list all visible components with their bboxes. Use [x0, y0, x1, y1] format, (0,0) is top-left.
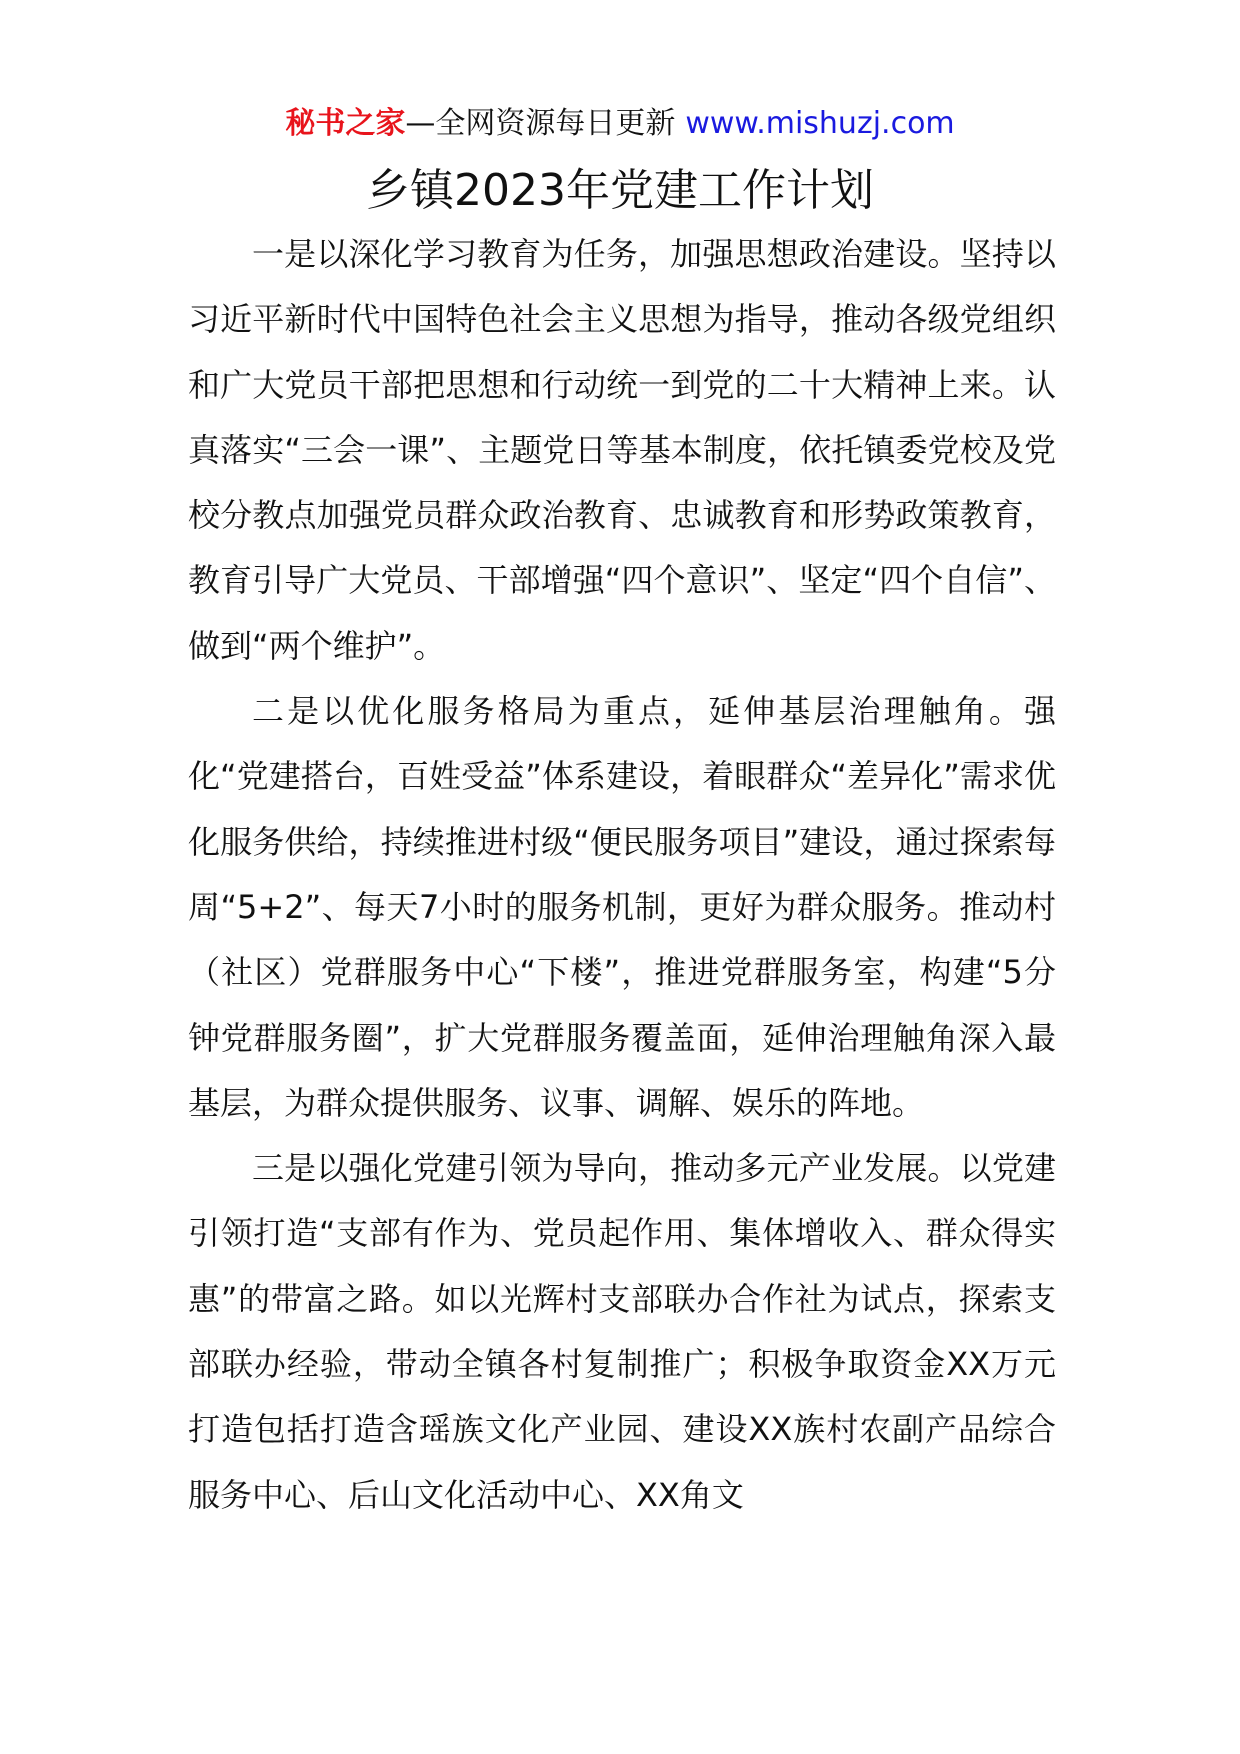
site-url-link[interactable]: www.mishuzj.com	[685, 106, 955, 141]
site-header	[0, 104, 1240, 144]
document-body	[188, 222, 1056, 1528]
paragraph-2: 二是以优化服务格局为重点，延伸基层治理触角。强化“党建搭台，百姓受益”体系建设，着眼群众“差异化”需求优化服务供给，持续推进村级“便民服务项目”建设，通过探索每周“5+2”、每天7小时的服务机制，更好为群众服务。推动村（社区）党群服务中心“下楼”，推进党群服务室，构建“5分钟党群服务圈”，扩大党群服务覆盖面，延伸治理触角深入最基层，为群众提供服务、议事、调解、娱乐的阵地。	[188, 692, 1056, 1122]
paragraph-1: 一是以深化学习教育为任务，加强思想政治建设。坚持以习近平新时代中国特色社会主义思想为指导，推动各级党组织和广大党员干部把思想和行动统一到党的二十大精神上来。认真落实“三会一课”、主题党日等基本制度，依托镇委党校及党校分教点加强党员群众政治教育、忠诚教育和形势政策教育，教育引导广大党员、干部增强“四个意识”、坚定“四个自信”、做到“两个维护”。	[188, 235, 1056, 665]
document-title: 乡镇2023年党建工作计划	[366, 165, 874, 216]
brand-name: 秘书之家	[285, 106, 406, 141]
paragraph-3: 三是以强化党建引领为导向，推动多元产业发展。以党建引领打造“支部有作为、党员起作用、集体增收入、群众得实惠”的带富之路。如以光辉村支部联办合作社为试点，探索支部联办经验，带动全镇各村复制推广；积极争取资金XX万元打造包括打造含瑶族文化产业园、建设XX族村农副产品综合服务中心、后山文化活动中心、XX角文	[188, 1149, 1056, 1514]
header-tagline: —全网资源每日更新	[405, 106, 676, 141]
